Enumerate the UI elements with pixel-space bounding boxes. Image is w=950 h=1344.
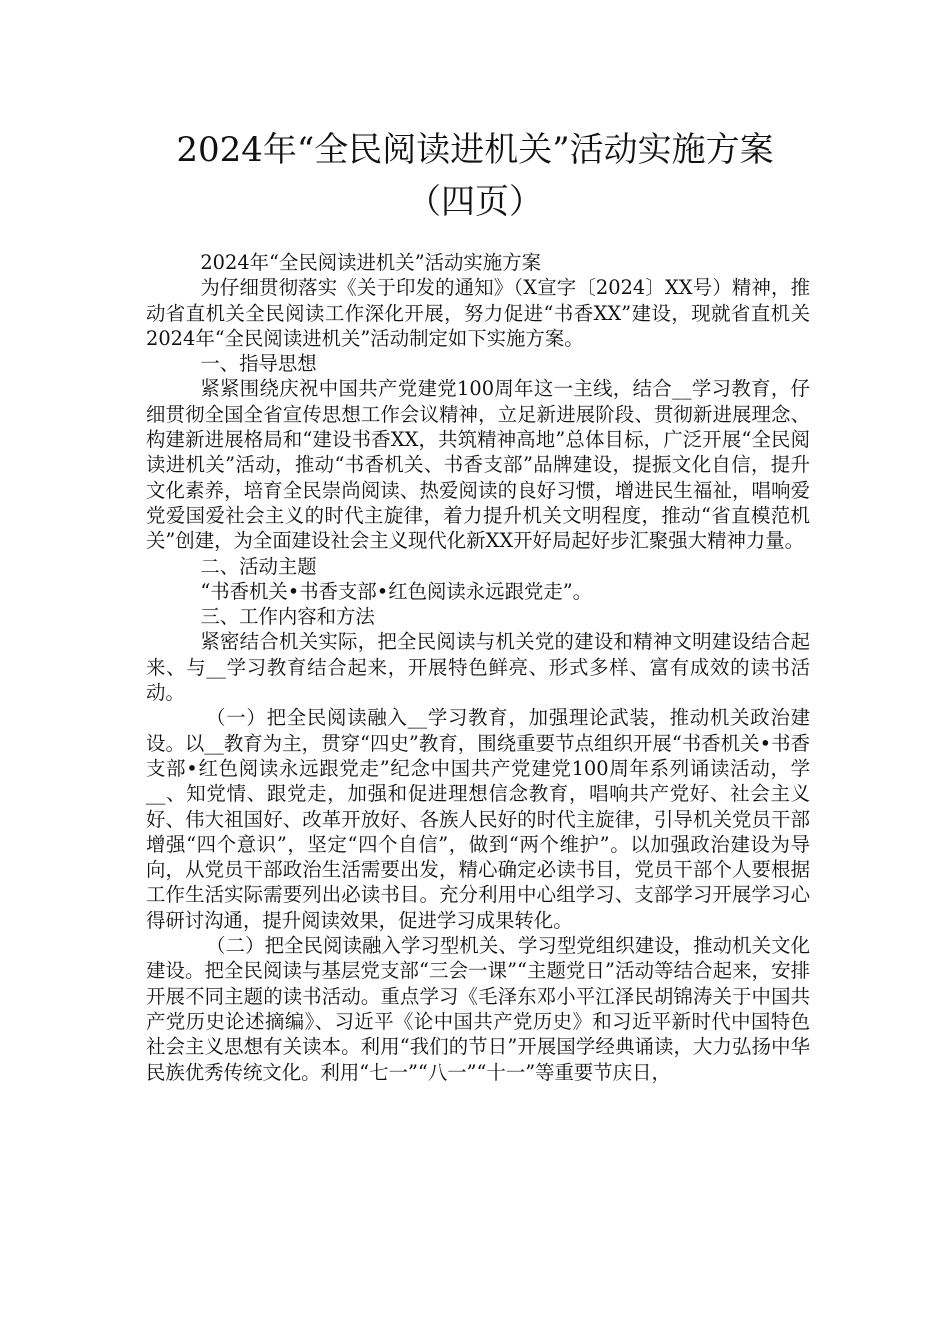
section-heading-work-content: 三、工作内容和方法	[200, 605, 375, 629]
paragraph-doc-heading: 2024年“全民阅读进机关”活动实施方案	[200, 251, 541, 274]
title-line-1: 2024年“全民阅读进机关”活动实施方案	[176, 130, 774, 170]
document-body	[146, 250, 810, 1085]
section-heading-activity-theme: 二、活动主题	[200, 554, 317, 578]
paragraph-work-content: 紧密结合机关实际，把全民阅读与机关党的建设和精神文明建设结合起来、与__学习教育结合起来，开展特色鲜亮、形式多样、富有成效的读书活动。	[146, 630, 810, 705]
paragraph-intro: 为仔细贯彻落实《关于印发的通知》（X宣字〔2024〕XX号）精神，推动省直机关全民阅读工作深化开展，努力促进“书香XX”建设，现就省直机关2024年“全民阅读进机关”活动制定如下实施方案。	[146, 276, 810, 350]
section-heading-guiding-ideology: 一、指导思想	[200, 352, 317, 376]
paragraph-guiding-ideology: 紧紧围绕庆祝中国共产党建党100周年这一主线，结合__学习教育，仔细贯彻全国全省宣传思想工作会议精神，立足新进展阶段、贯彻新进展理念、构建新进展格局和“建设书香XX，共筑精神高地”总体目标，广泛开展“全民阅读进机关”活动，推动“书香机关、书香支部”品牌建设，提振文化自信，提升文化素养，培育全民崇尚阅读、热爱阅读的良好习惯，增进民生福祉，唱响爱党爱国爱社会主义的时代主旋律，着力提升机关文明程度，推动“省直模范机关”创建，为全面建设社会主义现代化新XX开好局起好步汇聚强大精神力量。	[146, 377, 810, 553]
paragraph-activity-theme: “书香机关•书香支部•红色阅读永远跟党走”。	[200, 579, 593, 603]
paragraph-item-1: （一）把全民阅读融入__学习教育，加强理论武装，推动机关政治建设。以__教育为主，贯穿“四史”教育，围绕重要节点组织开展“书香机关•书香支部•红色阅读永远跟党走”纪念中国共产党建党100周年系列诵读活动，学__、知党情、跟党走，加强和促进理想信念教育，唱响共产党好、社会主义好、伟大祖国好、改革开放好、各族人民好的时代主旋律，引导机关党员干部增强“四个意识”，坚定“四个自信”，做到“两个维护”。以加强政治建设为导向，从党员干部政治生活需要出发，精心确定必读书目，党员干部个人要根据工作生活实际需要列出必读书目。充分利用中心组学习、支部学习开展学习心得研讨沟通，提升阅读效果，促进学习成果转化。	[146, 706, 810, 932]
title-line-2: （四页）	[407, 182, 543, 222]
paragraph-item-2: （二）把全民阅读融入学习型机关、学习型党组织建设，推动机关文化建设。把全民阅读与基层党支部“三会一课”“主题党日”活动等结合起来，安排开展不同主题的读书活动。重点学习《毛泽东邓小平江泽民胡锦涛关于中国共产党历史论述摘编》、习近平《论中国共产党历史》和习近平新时代中国特色社会主义思想有关读本。利用“我们的节日”开展国学经典诵读，大力弘扬中华民族优秀传统文化。利用“七一”“八一”“十一”等重要节庆日，	[146, 934, 810, 1084]
document-title	[60, 124, 890, 228]
